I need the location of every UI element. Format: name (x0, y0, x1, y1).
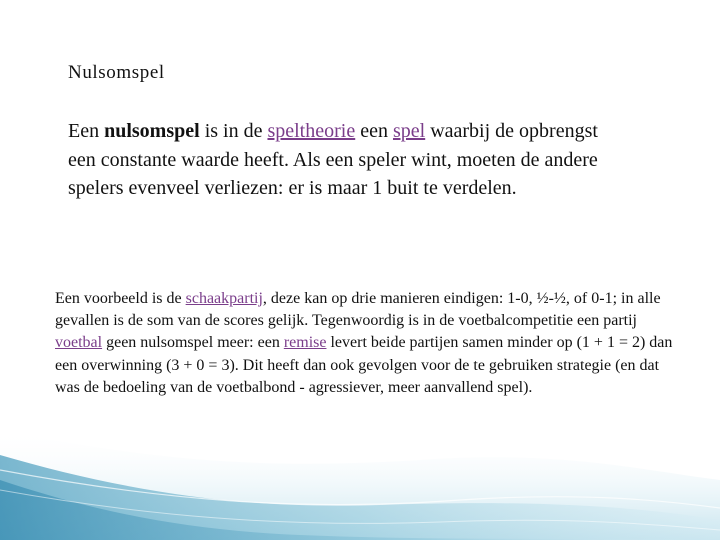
intro-text-1: Een (68, 120, 105, 142)
intro-text-4: waarbij de opbrengst een constante waarde heeft. Als een speler wint, moeten de andere spelers evenveel verliezen: er is maar 1 buit te verdelen. (68, 120, 598, 199)
example-text-3: geen nulsomspel meer: een (102, 334, 284, 352)
intro-text-2: is in de (199, 120, 268, 142)
intro-text-3: een (355, 120, 393, 142)
link-remise[interactable]: remise (283, 334, 327, 352)
example-text-4: levert beide partijen samen minder op (1 + 1 = 2) dan een overwinning (3 + 0 = 3). Dit heeft dan ook gevolgen voor de te gebruiken strategie (en dat was de bedoeling van de voetbalbond - agressiever, meer aanvallend spel). (55, 334, 673, 396)
link-speltheorie[interactable]: speltheorie (267, 120, 356, 142)
example-paragraph (55, 288, 683, 399)
intro-bold-term: nulsomspel (104, 120, 200, 142)
intro-paragraph (68, 117, 628, 203)
link-spel[interactable]: spel (392, 120, 426, 142)
link-schaakpartij[interactable]: schaakpartij (185, 290, 263, 307)
example-text-2: , deze kan op drie manieren eindigen: 1-0, ½-½, of 0-1; in alle gevallen is de som van de scores gelijk. Tegenwoordig is in de voetbalcompetitie een partij (55, 290, 661, 330)
link-voetbal[interactable]: voetbal (55, 334, 103, 352)
example-text-1: Een voorbeeld is de (55, 290, 186, 307)
slide-title: Nulsomspel (68, 62, 165, 83)
